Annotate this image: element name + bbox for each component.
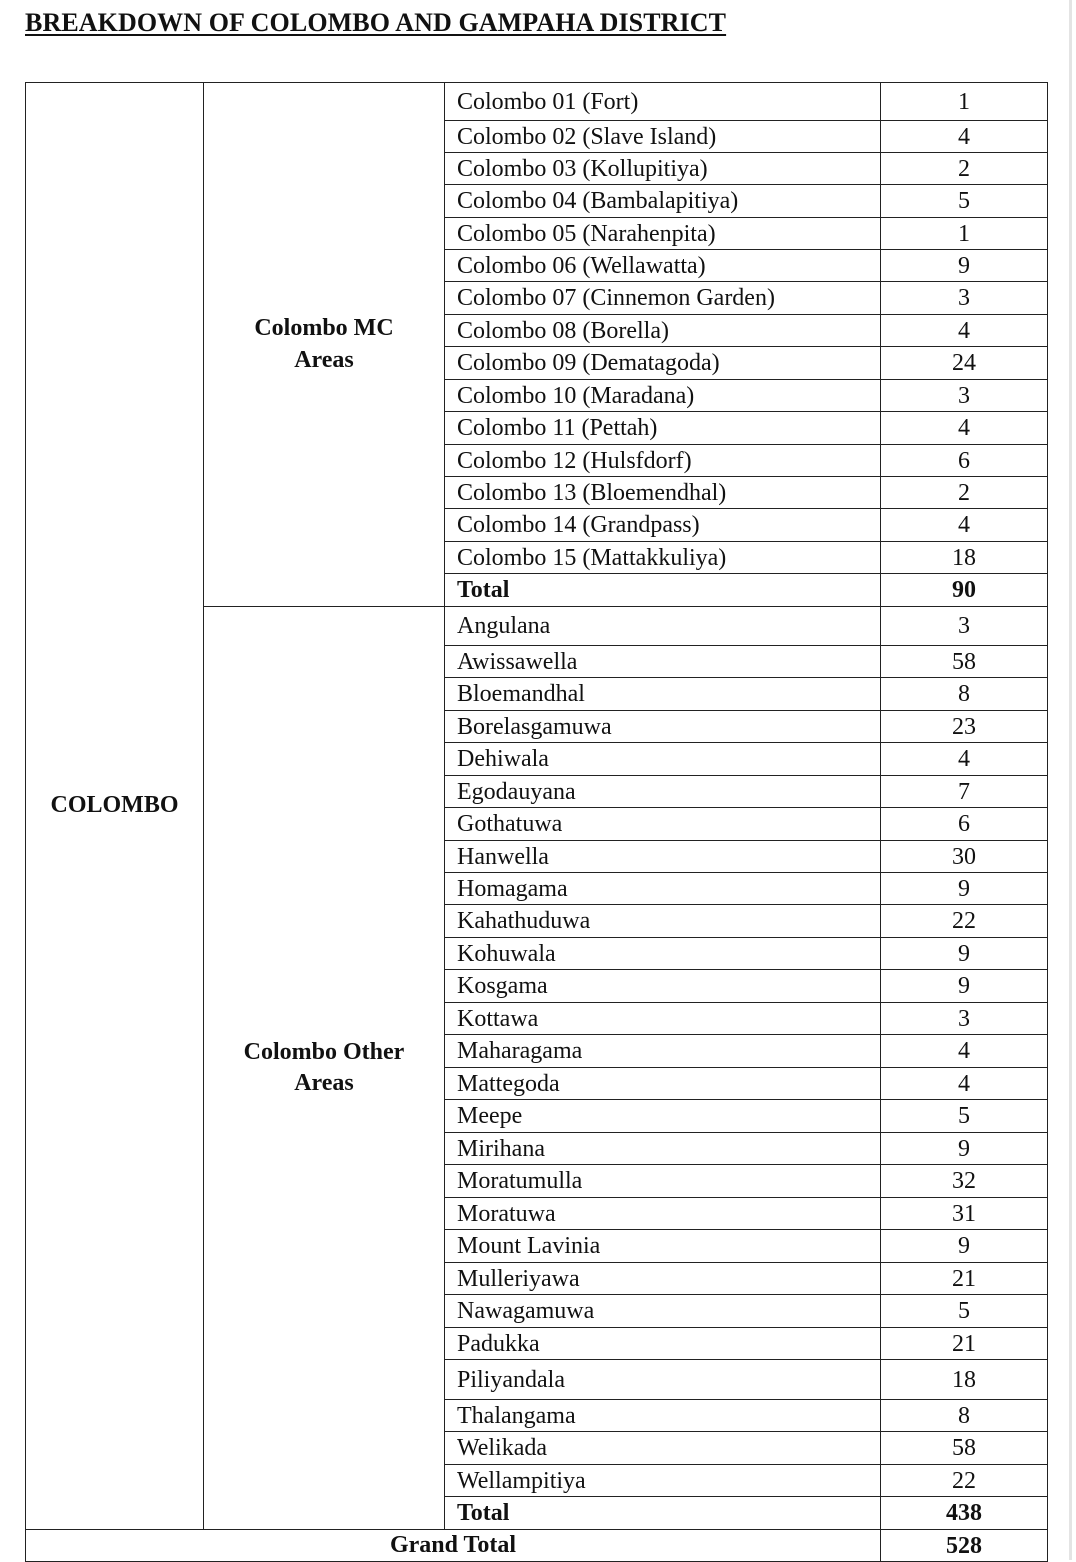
area-count: 21 (881, 1328, 1048, 1360)
area-name: Colombo 07 (Cinnemon Garden) (445, 282, 881, 315)
area-count: 32 (881, 1165, 1048, 1198)
area-name: Awissawella (445, 646, 881, 678)
area-name: Piliyandala (445, 1360, 881, 1400)
area-name: Thalangama (445, 1400, 881, 1432)
area-name: Colombo 15 (Mattakkuliya) (445, 542, 881, 574)
area-name: Colombo 01 (Fort) (445, 82, 881, 121)
area-name: Padukka (445, 1328, 881, 1360)
area-name: Mulleriyawa (445, 1263, 881, 1295)
area-name: Colombo 12 (Hulsfdorf) (445, 445, 881, 477)
area-name: Kottawa (445, 1003, 881, 1035)
group-total-label: Total (445, 574, 881, 607)
area-name: Maharagama (445, 1035, 881, 1068)
area-name: Mirihana (445, 1133, 881, 1165)
area-count: 3 (881, 1003, 1048, 1035)
group-total-value: 438 (881, 1497, 1048, 1530)
area-count: 58 (881, 646, 1048, 678)
area-name: Bloemandhal (445, 678, 881, 711)
area-count: 6 (881, 808, 1048, 841)
area-count: 1 (881, 82, 1048, 121)
area-name: Hanwella (445, 841, 881, 873)
area-name: Wellampitiya (445, 1465, 881, 1497)
district-label: COLOMBO (25, 82, 204, 1530)
area-count: 4 (881, 509, 1048, 542)
area-name: Mattegoda (445, 1068, 881, 1100)
area-count: 9 (881, 873, 1048, 905)
area-name: Colombo 14 (Grandpass) (445, 509, 881, 542)
area-count: 9 (881, 250, 1048, 282)
area-count: 5 (881, 1100, 1048, 1133)
area-name: Colombo 08 (Borella) (445, 315, 881, 347)
area-count: 2 (881, 153, 1048, 185)
area-name: Moratuwa (445, 1198, 881, 1230)
area-count: 9 (881, 970, 1048, 1003)
area-count: 9 (881, 938, 1048, 970)
area-count: 30 (881, 841, 1048, 873)
area-count: 4 (881, 743, 1048, 776)
group-label (204, 607, 445, 1530)
group-label-line: Colombo MC (254, 315, 394, 342)
area-name: Gothatuwa (445, 808, 881, 841)
area-name: Kahathuduwa (445, 905, 881, 938)
area-name: Egodauyana (445, 776, 881, 808)
area-count: 7 (881, 776, 1048, 808)
group-label (204, 82, 445, 607)
area-count: 4 (881, 412, 1048, 445)
area-name: Colombo 05 (Narahenpita) (445, 218, 881, 250)
area-name: Colombo 09 (Dematagoda) (445, 347, 881, 380)
area-name: Colombo 02 (Slave Island) (445, 121, 881, 153)
area-name: Colombo 10 (Maradana) (445, 380, 881, 412)
area-count: 4 (881, 1068, 1048, 1100)
area-count: 1 (881, 218, 1048, 250)
area-count: 5 (881, 1295, 1048, 1328)
area-name: Colombo 03 (Kollupitiya) (445, 153, 881, 185)
area-count: 8 (881, 678, 1048, 711)
area-name: Mount Lavinia (445, 1230, 881, 1263)
area-count: 4 (881, 121, 1048, 153)
area-name: Colombo 04 (Bambalapitiya) (445, 185, 881, 218)
area-name: Meepe (445, 1100, 881, 1133)
area-name: Welikada (445, 1432, 881, 1465)
area-count: 31 (881, 1198, 1048, 1230)
area-count: 5 (881, 185, 1048, 218)
area-name: Kosgama (445, 970, 881, 1003)
area-count: 3 (881, 607, 1048, 646)
group-total-label: Total (445, 1497, 881, 1530)
area-count: 22 (881, 905, 1048, 938)
area-name: Moratumulla (445, 1165, 881, 1198)
page-edge (1069, 0, 1072, 1560)
area-count: 6 (881, 445, 1048, 477)
area-count: 21 (881, 1263, 1048, 1295)
area-count: 18 (881, 1360, 1048, 1400)
area-count: 22 (881, 1465, 1048, 1497)
page-title: BREAKDOWN OF COLOMBO AND GAMPAHA DISTRICT (25, 8, 727, 37)
group-label-line: Areas (294, 1070, 354, 1096)
area-name: Colombo 13 (Bloemendhal) (445, 477, 881, 509)
area-count: 3 (881, 282, 1048, 315)
area-count: 58 (881, 1432, 1048, 1465)
area-count: 23 (881, 711, 1048, 743)
area-count: 2 (881, 477, 1048, 509)
area-name: Kohuwala (445, 938, 881, 970)
area-count: 4 (881, 315, 1048, 347)
area-count: 24 (881, 347, 1048, 380)
grand-total-value: 528 (881, 1530, 1048, 1562)
group-label-line: Areas (294, 346, 354, 373)
area-name: Nawagamuwa (445, 1295, 881, 1328)
group-total-value: 90 (881, 574, 1048, 607)
grand-total-label: Grand Total (25, 1530, 881, 1562)
area-count: 9 (881, 1230, 1048, 1263)
area-name: Borelasgamuwa (445, 711, 881, 743)
area-count: 4 (881, 1035, 1048, 1068)
area-name: Homagama (445, 873, 881, 905)
area-name: Colombo 11 (Pettah) (445, 412, 881, 445)
area-count: 3 (881, 380, 1048, 412)
group-label-line: Colombo Other (243, 1038, 405, 1065)
area-count: 8 (881, 1400, 1048, 1432)
area-name: Angulana (445, 607, 881, 646)
area-name: Colombo 06 (Wellawatta) (445, 250, 881, 282)
area-name: Dehiwala (445, 743, 881, 776)
area-count: 18 (881, 542, 1048, 574)
area-count: 9 (881, 1133, 1048, 1165)
